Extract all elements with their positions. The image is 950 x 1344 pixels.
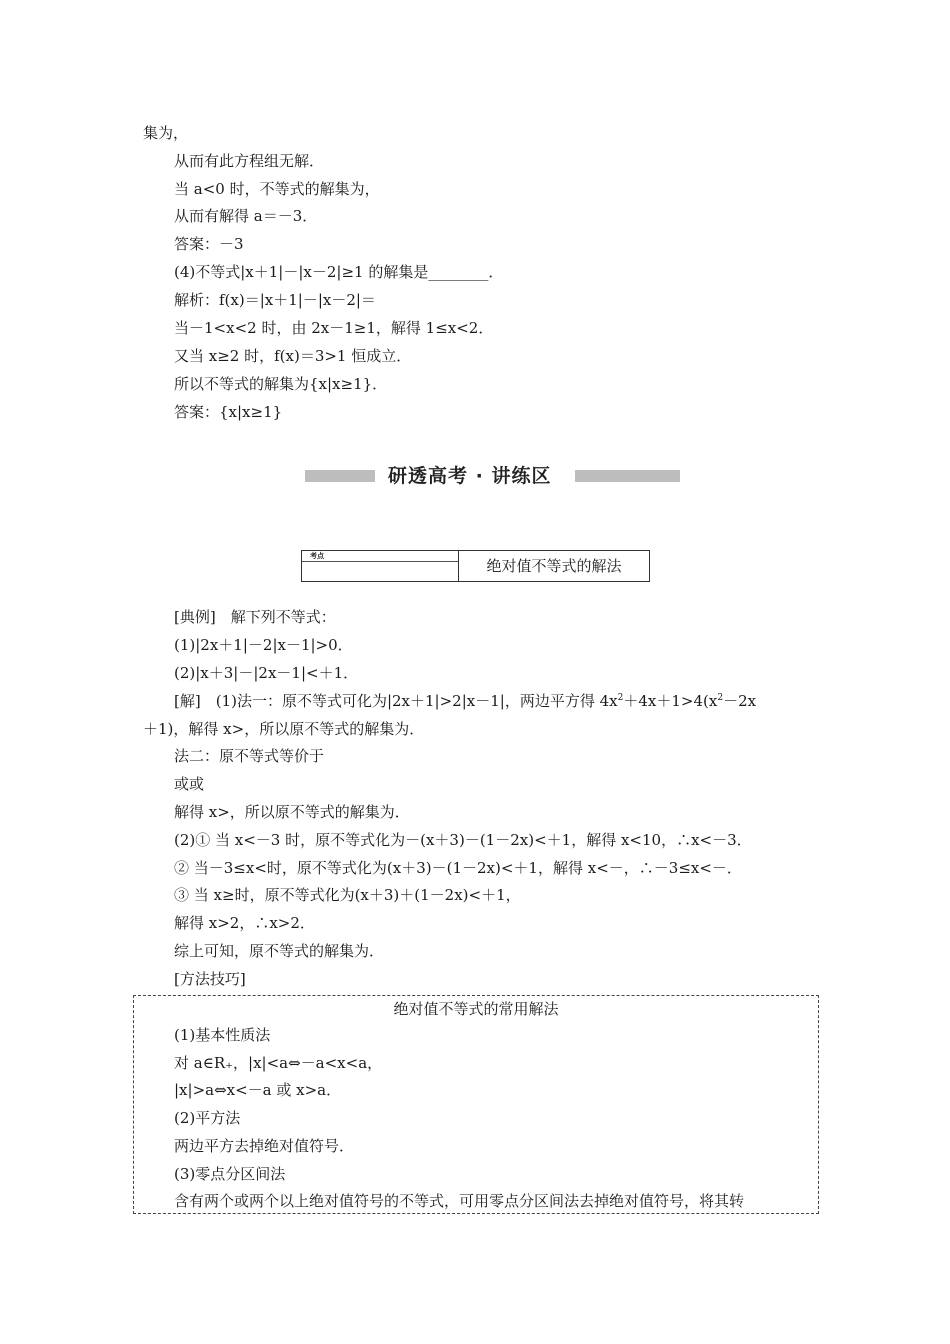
solution-line: ＋1)，解得 x>，所以原不等式的解集为． [143, 720, 425, 738]
section-banner [305, 464, 680, 488]
text-line: 从而有此方程组无解． [174, 152, 325, 170]
solution-line: 综上可知，原不等式的解集为． [174, 942, 385, 960]
text-line: 又当 x≥2 时，f(x)＝3>1 恒成立． [174, 347, 412, 365]
solution-text: －2x [723, 692, 757, 710]
solution-line: 解得 x>，所以原不等式的解集为． [174, 803, 410, 821]
tips-heading: [方法技巧] [174, 970, 246, 988]
banner-title: 研透高考 · 讲练区 [388, 465, 552, 487]
text-line: 所以不等式的解集为{x|x≥1}． [174, 375, 388, 393]
method-line: |x|>a⇔x<－a 或 x>a． [174, 1081, 342, 1099]
superscript: 2 [717, 693, 724, 703]
topic-title: 绝对值不等式的解法 [486, 557, 622, 575]
superscript: 2 [617, 693, 624, 703]
solution-line: 解得 x>2，∴x>2． [174, 914, 315, 932]
method-line: (3)零点分区间法 [174, 1165, 286, 1183]
method-line: (1)基本性质法 [174, 1026, 271, 1044]
solution-line: ② 当－3≤x<时，原不等式化为(x＋3)－(1－2x)<＋1，解得 x<－，∴－3≤x<－． [174, 859, 742, 877]
solution-line: 法二：原不等式等价于 [174, 747, 325, 765]
method-line: (2)平方法 [174, 1109, 241, 1127]
method-line: 含有两个或两个以上绝对值符号的不等式，可用零点分区间法去掉绝对值符号，将其转 [174, 1192, 745, 1210]
text-line: 当 a<0 时，不等式的解集为， [174, 180, 380, 198]
solution-line: 或或 [174, 775, 205, 793]
text-line: 集为， [143, 124, 189, 142]
topic-tag-cell [302, 551, 459, 581]
method-box [133, 995, 819, 1214]
topic-tag-rule [302, 561, 458, 562]
question-line: (4)不等式|x＋1|－|x－2|≥1 的解集是________． [174, 263, 504, 281]
text-line: 当－1<x<2 时，由 2x－1≥1，解得 1≤x<2． [174, 319, 494, 337]
answer-line: 答案：－3 [174, 235, 244, 253]
solution-line: (2)① 当 x<－3 时，原不等式化为－(x＋3)－(1－2x)<＋1，解得 x<10，∴x<－3． [174, 831, 752, 849]
method-line: 对 a∈R₊，|x|<a⇔－a<x<a， [174, 1054, 383, 1072]
text-line: 从而有解得 a＝－3． [174, 207, 318, 225]
banner-bar-left [305, 470, 375, 482]
banner-bar-right [575, 470, 680, 482]
topic-tag: 考点 [310, 552, 324, 560]
solution-text: ＋4x＋1>4(x [623, 692, 718, 710]
solution-text: [解] (1)法一：原不等式可化为|2x＋1|>2|x－1|，两边平方得 4x [174, 692, 618, 710]
example-question-1: (1)|2x＋1|－2|x－1|>0． [174, 636, 353, 654]
solution-line [174, 691, 756, 711]
topic-box [301, 550, 650, 582]
method-box-title: 绝对值不等式的常用解法 [393, 1000, 559, 1018]
example-heading: [典例] 解下列不等式： [174, 608, 336, 626]
solution-line: ③ 当 x≥时，原不等式化为(x＋3)＋(1－2x)<＋1， [174, 886, 521, 904]
answer-line: 答案：{x|x≥1} [174, 403, 283, 421]
text-line: 解析：f(x)＝|x＋1|－|x－2|＝ [174, 291, 376, 309]
example-question-2: (2)|x＋3|－|2x－1|<＋1． [174, 664, 359, 682]
method-line: 两边平方去掉绝对值符号． [174, 1137, 355, 1155]
